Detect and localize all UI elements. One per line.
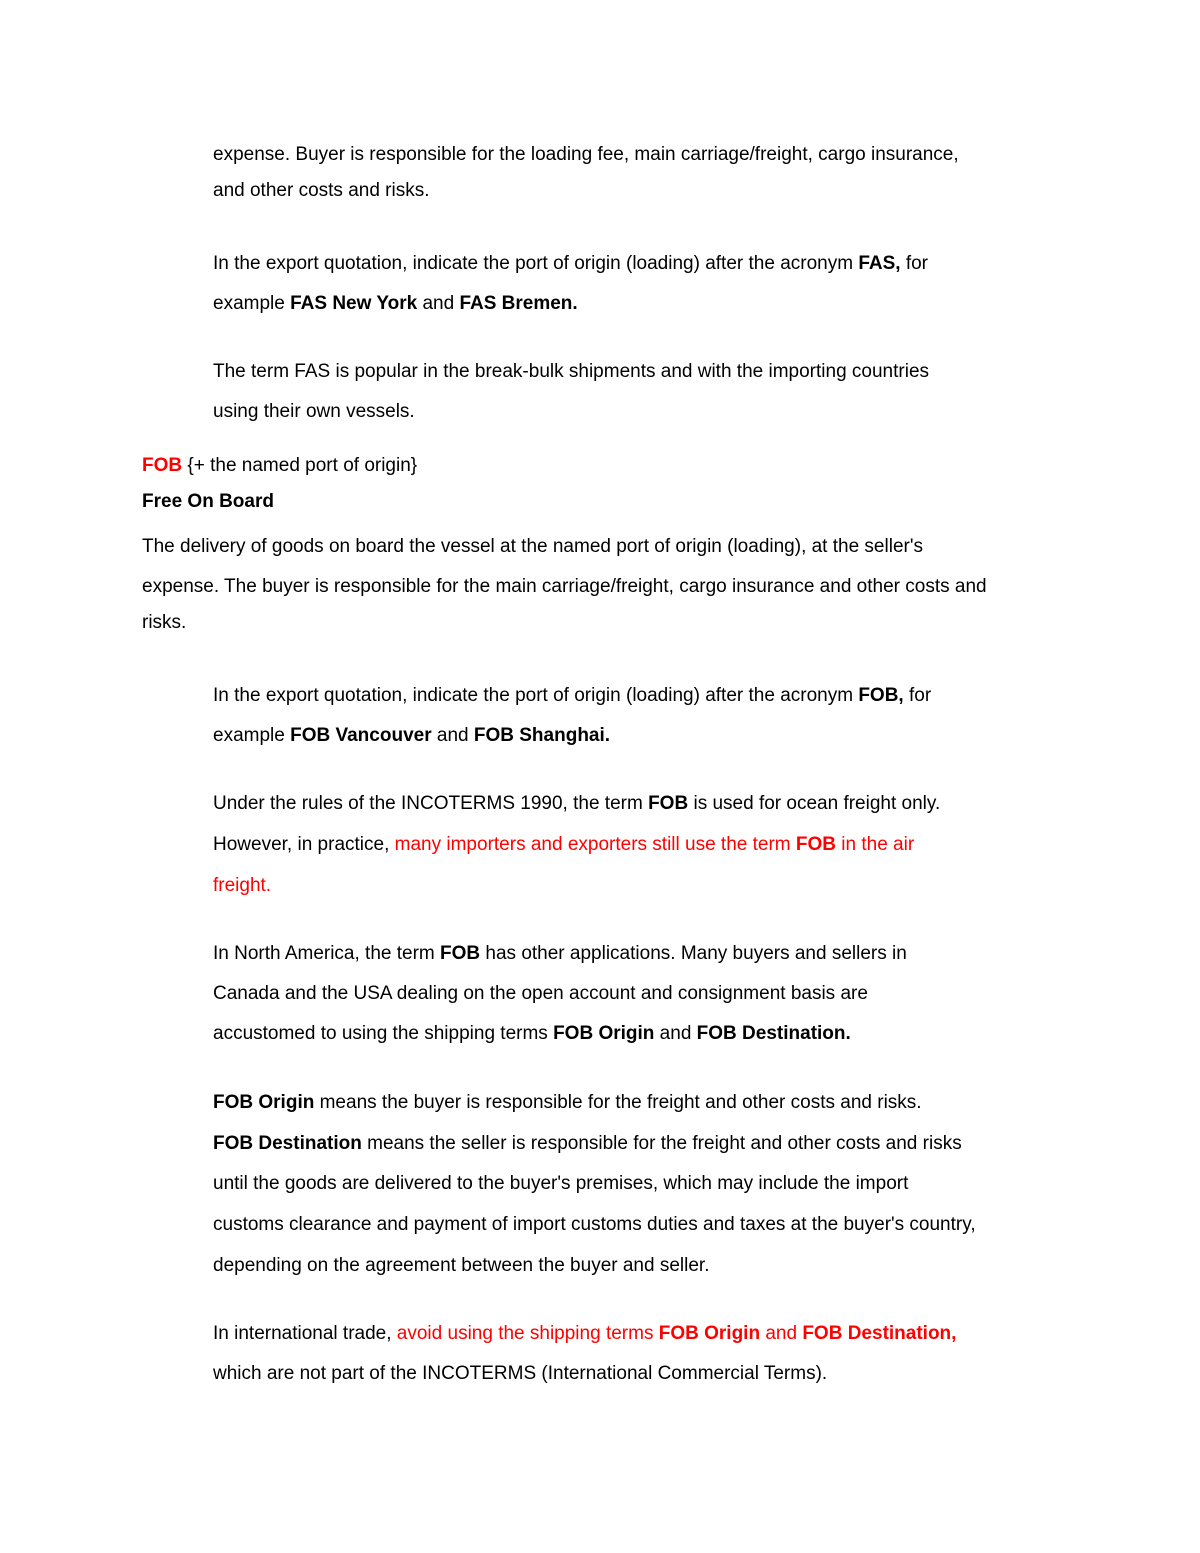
fob-definition-line-2: expense. The buyer is responsible for the main carriage/freight, cargo insurance and other costs and [142, 576, 987, 597]
highlight-text: freight. [213, 875, 272, 896]
text: and [431, 725, 474, 746]
fob-full-name [142, 490, 274, 514]
term-fas: FAS, [858, 253, 901, 274]
term-fob: FOB [648, 793, 689, 814]
highlight-text: and [760, 1323, 803, 1344]
fob-destination-line-4: customs clearance and payment of import customs duties and taxes at the buyer's country, [213, 1214, 976, 1235]
fas-popular-line-2: using their own vessels. [213, 401, 415, 422]
term-fob-destination: FOB Destination. [696, 1023, 851, 1044]
text: In North America, the term [213, 943, 441, 964]
fob-definition-line-1: The delivery of goods on board the vessel at the named port of origin (loading), at the seller's [142, 536, 923, 557]
fob-avoid-line-2: which are not part of the INCOTERMS (International Commercial Terms). [213, 1363, 828, 1384]
highlight-term-fob: FOB [795, 834, 837, 855]
term-fob: FOB, [858, 685, 904, 706]
fob-quotation-line-2 [213, 724, 610, 748]
text: is used for ocean freight only. [688, 793, 941, 814]
text: means the seller is responsible for the freight and other costs and risks [361, 1133, 962, 1154]
fas-quotation-line-2 [213, 292, 578, 316]
fas-quotation-line-1 [213, 252, 928, 276]
text: means the buyer is responsible for the freight and other costs and risks. [314, 1092, 922, 1113]
example-fob-shanghai: FOB Shanghai. [473, 725, 611, 746]
fob-rules-line-3 [213, 874, 271, 898]
term-fob-destination: FOB Destination [213, 1133, 362, 1154]
text: has other applications. Many buyers and sellers in [480, 943, 907, 964]
text: accustomed to using the shipping terms [213, 1023, 554, 1044]
highlight-term-fob-destination: FOB Destination, [802, 1323, 957, 1344]
fob-rules-line-2 [213, 833, 914, 857]
term-fob-origin: FOB Origin [553, 1023, 655, 1044]
fob-north-america-line-1 [213, 942, 907, 966]
example-fas-bremen: FAS Bremen. [459, 293, 578, 314]
fas-popular-line-1: The term FAS is popular in the break-bulk shipments and with the importing countries [213, 361, 930, 382]
fob-destination-line-5: depending on the agreement between the buyer and seller. [213, 1255, 710, 1276]
fob-rules-line-1 [213, 792, 940, 816]
text: example [213, 293, 291, 314]
fob-full-name-text: Free On Board [142, 491, 274, 512]
fob-origin-definition [213, 1091, 922, 1115]
fob-named-port: {+ the named port of origin} [182, 455, 418, 476]
fob-quotation-line-1 [213, 684, 931, 708]
highlight-term-fob-origin: FOB Origin [658, 1323, 761, 1344]
text: Under the rules of the INCOTERMS 1990, the term [213, 793, 649, 814]
example-fob-vancouver: FOB Vancouver [290, 725, 432, 746]
text: However, in practice, [213, 834, 395, 855]
fas-continued-line-1: expense. Buyer is responsible for the loading fee, main carriage/freight, cargo insurance, [213, 144, 959, 165]
text: and [417, 293, 460, 314]
text: and [654, 1023, 697, 1044]
fob-destination-definition [213, 1132, 962, 1156]
fob-north-america-line-3 [213, 1022, 851, 1046]
text: for [900, 253, 929, 274]
highlight-text: in the air [836, 834, 915, 855]
fob-avoid-line-1 [213, 1322, 956, 1346]
highlight-text: avoid using the shipping terms [396, 1323, 659, 1344]
text: In the export quotation, indicate the port of origin (loading) after the acronym [213, 253, 859, 274]
fob-north-america-line-2: Canada and the USA dealing on the open account and consignment basis are [213, 983, 868, 1004]
text: example [213, 725, 291, 746]
term-fob-origin: FOB Origin [213, 1092, 315, 1113]
fob-destination-line-3: until the goods are delivered to the buyer's premises, which may include the import [213, 1173, 909, 1194]
term-fob: FOB [440, 943, 481, 964]
text: In international trade, [213, 1323, 397, 1344]
example-fas-new-york: FAS New York [290, 293, 418, 314]
fob-heading [142, 454, 417, 478]
highlight-text: many importers and exporters still use the term [394, 834, 796, 855]
text: for [903, 685, 932, 706]
text: In the export quotation, indicate the port of origin (loading) after the acronym [213, 685, 859, 706]
fob-definition-line-3: risks. [142, 612, 187, 633]
fob-term: FOB [142, 455, 183, 476]
fas-continued-line-2: and other costs and risks. [213, 180, 430, 201]
